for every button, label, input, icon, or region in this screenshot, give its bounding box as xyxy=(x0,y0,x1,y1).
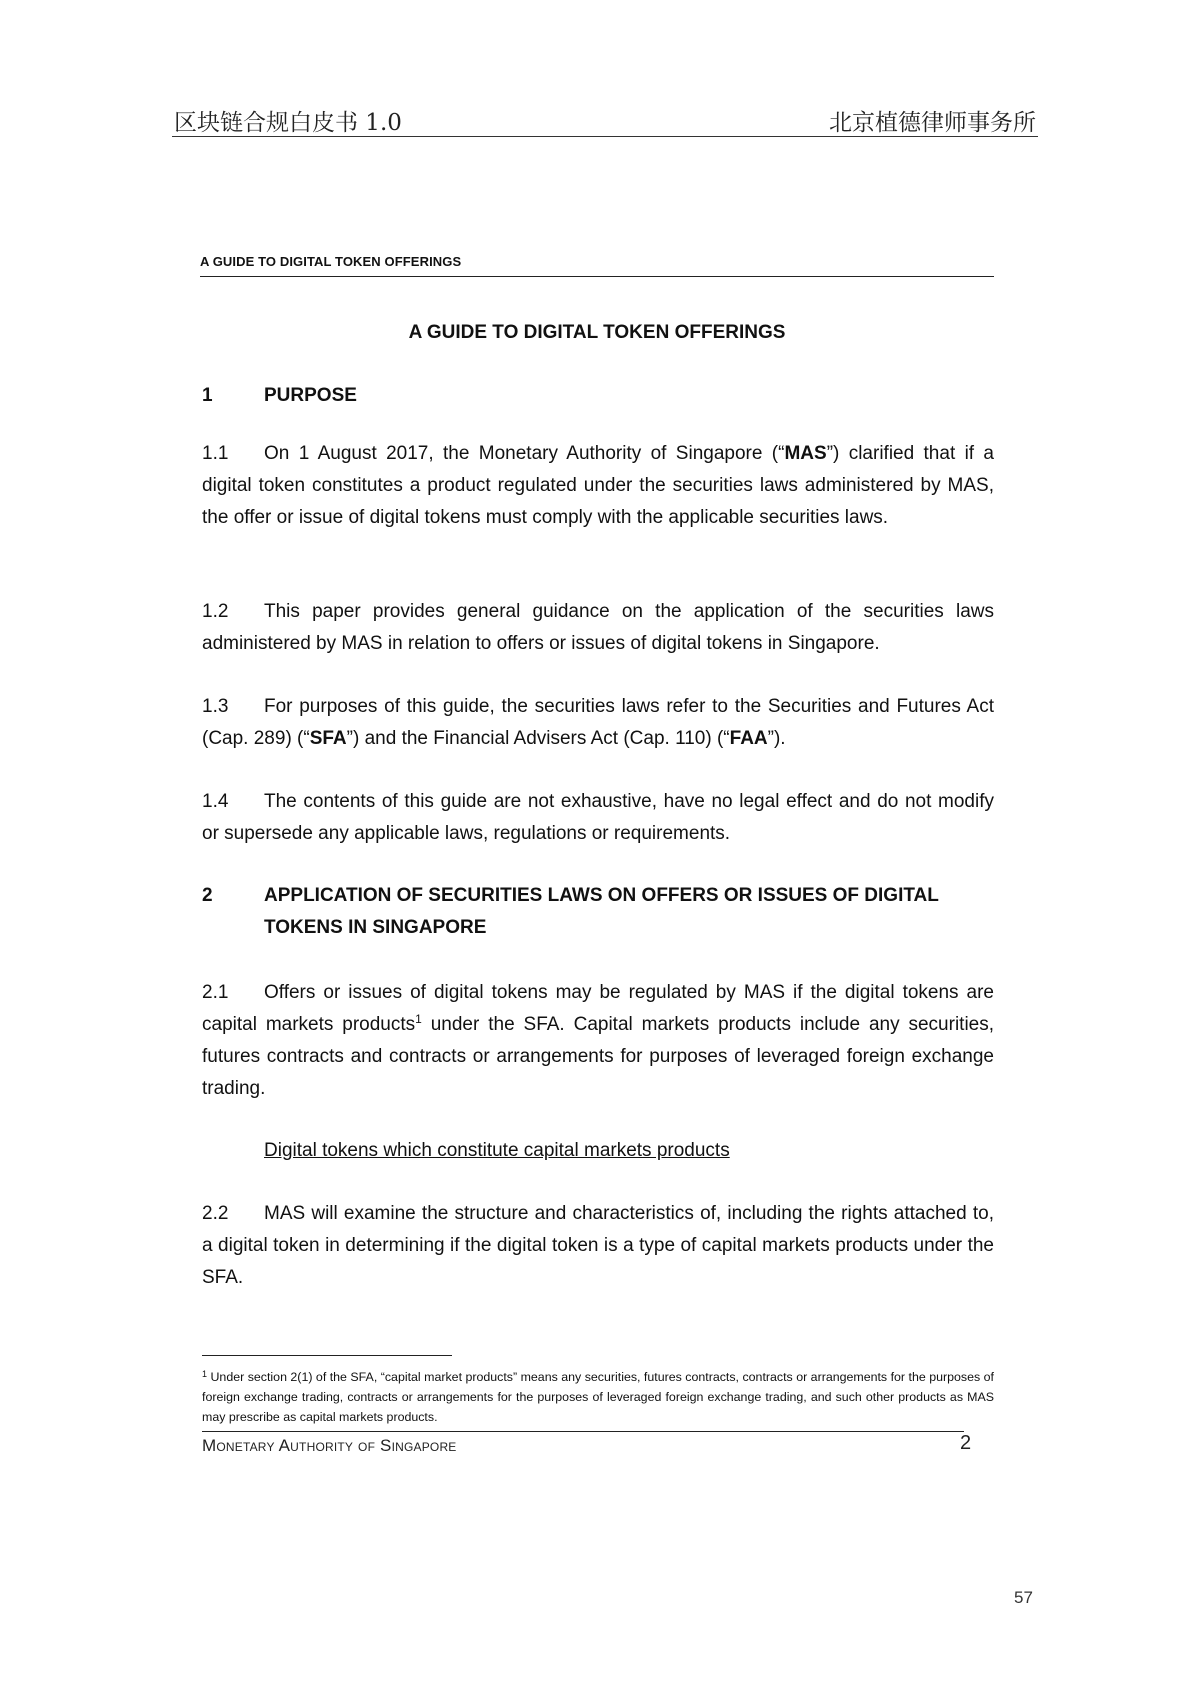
footnote-marker: 1 xyxy=(202,1369,208,1379)
document-title: A GUIDE TO DIGITAL TOKEN OFFERINGS xyxy=(408,322,786,343)
footnote-divider xyxy=(202,1355,452,1356)
subheading-capital-markets-products: Digital tokens which constitute capital markets products xyxy=(264,1140,730,1161)
paragraph-text: MAS will examine the structure and characteristics of, including the rights attached to, a digital token in determining if the digital token is a type of capital markets products under the SFA. xyxy=(202,1203,994,1288)
paragraph-text: This paper provides general guidance on the application of the securities laws administered by MAS in relation to offers or issues of digital tokens in Singapore. xyxy=(202,601,994,654)
section-title: APPLICATION OF SECURITIES LAWS ON OFFERS OR ISSUES OF DIGITAL TOKENS IN SINGAPORE xyxy=(264,885,939,938)
paragraph-text: under the SFA. Capital markets products include any securities, futures contracts and contracts or arrangements for purposes of leveraged foreign exchange trading. xyxy=(202,1014,995,1099)
paragraph-number: 2.2 xyxy=(202,1203,229,1224)
paragraph-text: ”) and the Financial Advisers Act (Cap. 110) (“ xyxy=(346,728,730,749)
paragraph-1-3 xyxy=(202,691,994,755)
footer-divider xyxy=(202,1431,964,1432)
paragraph-1-1 xyxy=(202,438,994,534)
footnote-text: Under section 2(1) of the SFA, “capital market products” means any securities, futures contracts, contracts or arrangements for the purposes of foreign exchange trading, contracts or arrangements for the purposes of leveraged foreign exchange trading, and such other products as MAS may prescribe as capital markets products. xyxy=(202,1370,994,1424)
document-running-header: A GUIDE TO DIGITAL TOKEN OFFERINGS xyxy=(200,254,994,277)
paragraph-number: 1.1 xyxy=(202,443,229,464)
section-number: 1 xyxy=(202,385,213,406)
paragraph-text: ”). xyxy=(767,728,786,749)
law-firm-name: 北京植德律师事务所 xyxy=(829,110,1036,136)
footnote-reference[interactable]: 1 xyxy=(415,1012,422,1026)
paragraph-text: Offers or issues of digital tokens may be regulated by MAS if the digital tokens are capital markets products xyxy=(202,982,994,1035)
footer-organization: Monetary Authority of Singapore xyxy=(202,1436,457,1455)
paragraph-1-4 xyxy=(202,786,994,850)
paragraph-number: 2.1 xyxy=(202,982,229,1003)
paragraph-2-2 xyxy=(202,1198,994,1294)
footnote-1 xyxy=(202,1367,994,1427)
paragraph-2-1 xyxy=(202,977,994,1105)
section-heading-application xyxy=(202,880,994,944)
whitepaper-page-number: 57 xyxy=(1014,1588,1033,1607)
paragraph-1-2 xyxy=(202,596,994,660)
defined-term: SFA xyxy=(309,728,347,749)
paragraph-text: On 1 August 2017, the Monetary Authority of Singapore (“ xyxy=(264,443,785,464)
defined-term: FAA xyxy=(729,728,768,749)
paragraph-text: The contents of this guide are not exhaustive, have no legal effect and do not modify or supersede any applicable laws, regulations or requirements. xyxy=(202,791,994,844)
paragraph-number: 1.3 xyxy=(202,696,229,717)
paragraph-number: 1.4 xyxy=(202,791,229,812)
section-title: PURPOSE xyxy=(264,385,357,406)
defined-term: MAS xyxy=(784,443,827,464)
paragraph-text: For purposes of this guide, the securities laws refer to the Securities and Futures Act (Cap. 289) (“ xyxy=(202,696,994,749)
whitepaper-header xyxy=(172,104,1038,137)
paragraph-number: 1.2 xyxy=(202,601,229,622)
whitepaper-title: 区块链合规白皮书 1.0 xyxy=(174,110,402,136)
document-page-number: 2 xyxy=(960,1432,972,1454)
paragraph-text: ”) clarified that if a digital token constitutes a product regulated under the securities laws administered by MAS, the offer or issue of digital tokens must comply with the applicable securities laws. xyxy=(202,443,994,528)
section-heading-purpose xyxy=(202,380,994,412)
section-number: 2 xyxy=(202,885,213,906)
